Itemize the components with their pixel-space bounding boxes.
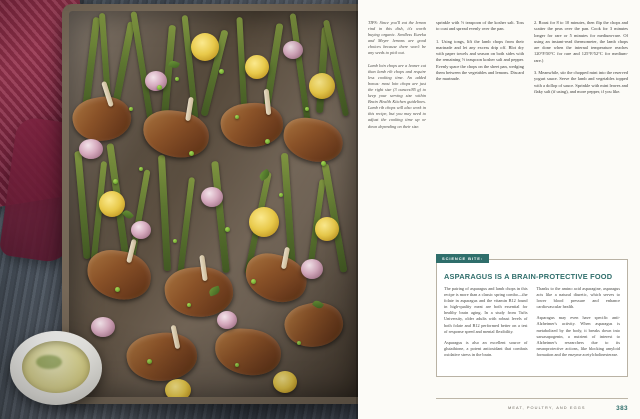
tips-column <box>368 20 426 136</box>
tips-paragraph-2: Lamb loin chops are a leaner cut than lamb rib chops and require less cooking time. An added bonus: most loin chops are just the right size (3 ounces/85 g) to keep your serving size within Brain Health Kitchen guidelines. Lamb rib chops will also work in this recipe, but you may need to adjust the cooking time up or down depending on their size. <box>368 62 426 129</box>
science-bite-column-left <box>444 286 528 363</box>
recipe-step-3: 3. Meanwhile, stir the chopped mint into the reserved yogurt sauce. Serve the lamb and vegetables topped with a dollop of sauce. Sprinkle with mint leaves and flaky salt (if using), and more pepper, if you like. <box>534 70 628 94</box>
science-bite-columns <box>444 286 620 363</box>
recipe-step-1: 1. Using tongs, lift the lamb chops from their marinade and let any excess drip off. Blot dry with paper towels and season on both sides with the remaining ½ teaspoon kosher salt and pepper. Evenly space the chops on the sheet pan, wedging them between the vegetables and lemons. Discard the marinade. <box>436 38 524 82</box>
recipe-text-page <box>358 0 640 419</box>
recipe-step-continued: sprinkle with ½ teaspoon of the kosher salt. Toss to coat and spread evenly over the pan. <box>436 20 524 32</box>
science-bite-left-p1: The pairing of asparagus and lamb chops in this recipe is more than a classic spring combo—the folate in asparagus and the vitamin B12 found in high-quality meat are both essential for healthy brain aging. In a study from Tufts University, older adults with robust levels of both folate and B12 performed better on a test of response speed and mental flexibility. <box>444 286 528 334</box>
recipe-column-right <box>534 20 628 101</box>
footer-rule <box>436 398 628 399</box>
science-bite-title: ASPARAGUS IS A BRAIN-PROTECTIVE FOOD <box>444 272 613 281</box>
tips-paragraph-1: TIPS: Since you'll eat the lemon rind in this dish, it's worth buying organic. Seedless Eureka and Meyer lemons are good choices because there won't be any seeds to pick out. <box>368 20 426 56</box>
science-bite-box <box>436 256 628 377</box>
page-number: 383 <box>616 405 628 412</box>
science-bite-right-p1: Thanks to the amino acid asparagine, asparagus acts like a natural diuretic, which serves to lower blood pressure and enhance cardiovascular health. <box>536 286 620 310</box>
recipe-column-left <box>436 20 524 89</box>
recipe-step-2: 2. Roast for 8 to 10 minutes, then flip the chops and scatter the peas over the pan. Cook for 3 minutes longer for rare or 5 minutes for medium-rare. Of using an instant-read thermometer, the lamb chops are done when the internal temperature reaches 120°F/50°C for rare and 125°F/52°C for medium-rare.) <box>534 20 628 63</box>
chapter-footer: MEAT, POULTRY, AND EGGS <box>508 405 586 410</box>
science-bite-column-right <box>537 286 621 363</box>
science-bite-right-p2: Asparagus may even have specific anti-Alzheimer's activity. When asparagus is metabolized by the body, it breaks down into sarsasapogenin, a nutrient of interest to Alzheimer's researchers due to its neuroprotective actions, like blocking amyloid formation and the enzyme acetylcholinesterase. <box>536 315 620 357</box>
science-bite-left-p2: Asparagus is also an excellent source of glutathione, a potent antioxidant that combats oxidative stress in the brain. <box>444 339 528 357</box>
science-bite-tag: SCIENCE BITE: <box>436 254 489 263</box>
